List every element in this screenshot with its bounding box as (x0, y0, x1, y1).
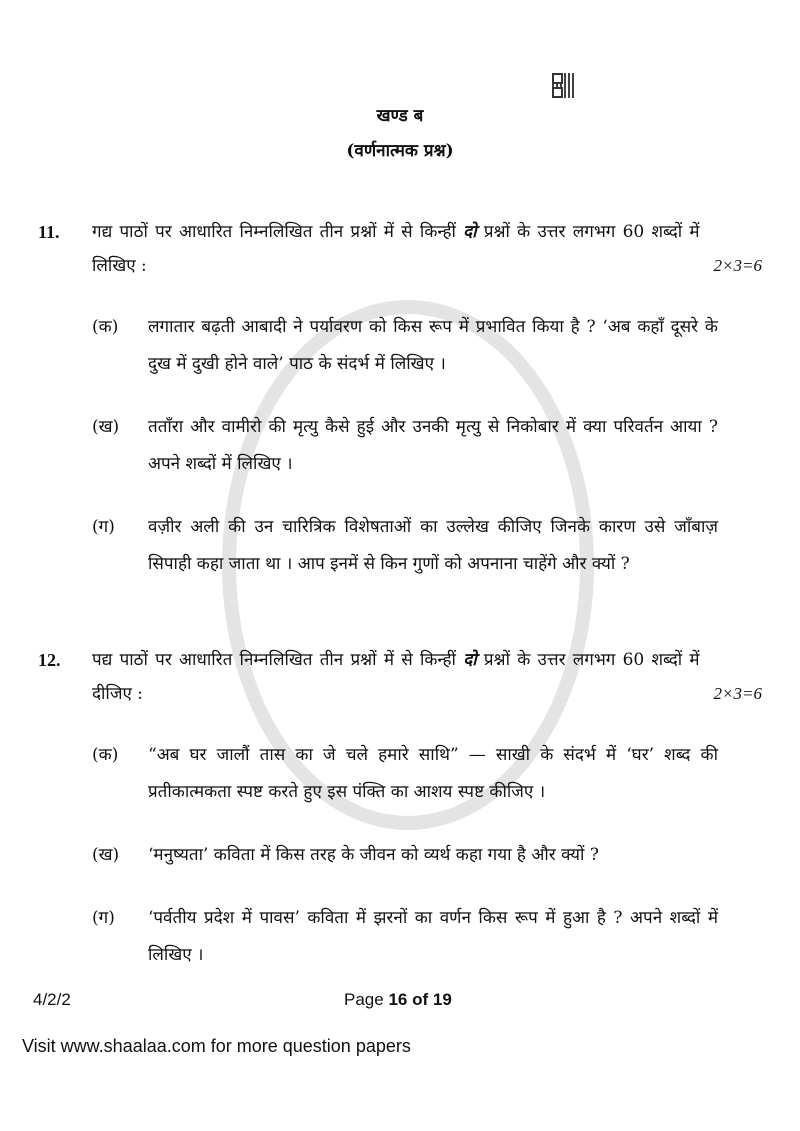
part-text: तताँरा और वामीरो की मृत्यु कैसे हुई और उनकी मृत्यु से निकोबार में क्या परिवर्तन आया ? अपने शब्दों में लिखिए । (148, 417, 718, 474)
question-part (92, 509, 718, 583)
question-part (92, 737, 718, 811)
promo-banner: Visit www.shaalaa.com for more question papers (22, 1036, 411, 1056)
marks: 2×3=6 (713, 256, 762, 275)
question-11 (38, 215, 762, 583)
part-label: (ग) (92, 517, 115, 537)
question-part (92, 900, 718, 974)
stem-emphasis: दो (463, 650, 477, 670)
stem-text: गद्य पाठों पर आधारित निम्नलिखित तीन प्रश्नों में से किन्हीं (92, 222, 456, 242)
stem-text: प्रश्नों के उत्तर लगभग 60 शब्दों में दीजिए : (92, 650, 700, 704)
question-part (92, 837, 718, 874)
part-text: ‘मनुष्यता’ कविता में किस तरह के जीवन को व्यर्थ कहा गया है और क्यों ? (148, 845, 599, 865)
part-text: ‘पर्वतीय प्रदेश में पावस’ कविता में झरनों का वर्णन किस रूप में हुआ है ? अपने शब्दों में लिखिए । (148, 908, 718, 965)
page-indicator (344, 988, 452, 1012)
part-text: वज़ीर अली की उन चारित्रिक विशेषताओं का उल्लेख कीजिए जिनके कारण उसे जाँबाज़ सिपाही कहा जाता था । आप इनमें से किन गुणों को अपनाना चाहेंगे और क्यों ? (148, 517, 718, 574)
page-total: 19 (432, 990, 452, 1009)
paper-code: 4/2/2 (33, 990, 71, 1009)
part-label: (ख) (92, 845, 120, 865)
marks: 2×3=6 (713, 684, 762, 703)
stem-text: प्रश्नों के उत्तर लगभग 60 शब्दों में लिखिए : (92, 222, 700, 276)
part-label: (ख) (92, 417, 120, 437)
part-label: (ग) (92, 908, 115, 928)
page-footer (0, 988, 800, 1012)
question-part (92, 309, 718, 383)
stem-emphasis: दो (463, 222, 477, 242)
page-of: of (412, 990, 429, 1009)
question-stem (92, 643, 762, 711)
question-12 (38, 643, 762, 974)
section-title: खण्ड ब (376, 106, 424, 126)
question-number: 11. (38, 222, 60, 242)
page-current: 16 (388, 990, 408, 1009)
question-number: 12. (38, 650, 61, 670)
part-text: लगातार बढ़ती आबादी ने पर्यावरण को किस रूप में प्रभावित किया है ? ‘अब कहाँ दूसरे के दुख में दुखी होने वाले’ पाठ के संदर्भ में लिखिए । (148, 317, 718, 374)
page-prefix: Page (344, 990, 384, 1009)
part-label: (क) (92, 745, 119, 765)
part-text: “अब घर जालौं तास का जे चले हमारे साथि” — साखी के संदर्भ में ‘घर’ शब्द की प्रतीकात्मकता स्पष्ट करते हुए इस पंक्ति का आशय स्पष्ट कीजिए । (148, 745, 718, 802)
question-part (92, 409, 718, 483)
question-stem (92, 215, 762, 283)
stem-text: पद्य पाठों पर आधारित निम्नलिखित तीन प्रश्नों में से किन्हीं (92, 650, 456, 670)
part-label: (क) (92, 317, 119, 337)
section-subtitle: (वर्णनात्मक प्रश्न) (346, 141, 454, 161)
